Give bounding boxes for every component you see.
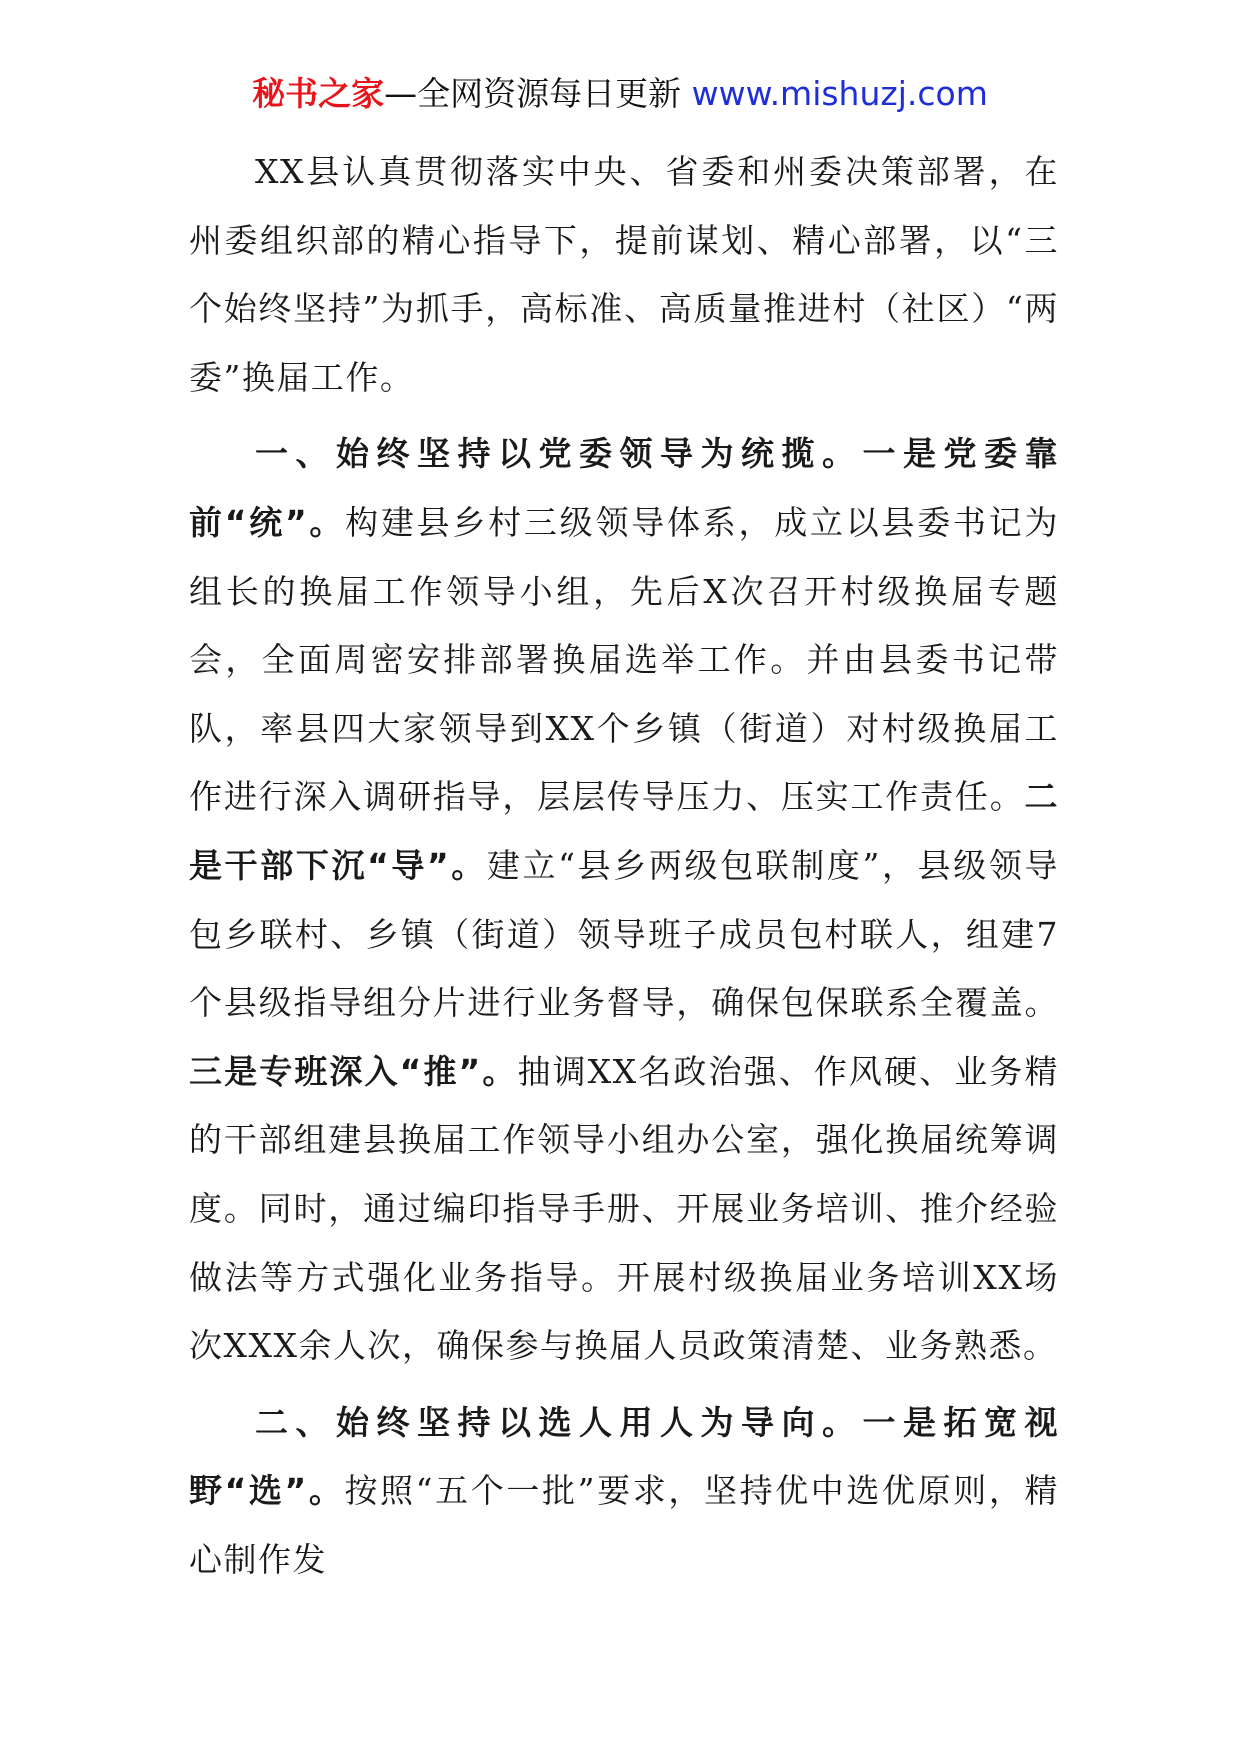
section-1-subheading-2: 二是干部下沉“导”。 xyxy=(189,777,1059,885)
brand-name: 秘书之家 xyxy=(252,74,385,113)
website-link[interactable]: www.mishuzj.com xyxy=(691,74,988,113)
section-1-subheading-3: 三是专班深入“推”。 xyxy=(189,1051,518,1091)
section-1-text-3: 抽调XX名政治强、作风硬、业务精的干部组建县换届工作领导小组办公室，强化换届统筹调度。同时，通过编印指导手册、开展业务培训、推介经验做法等方式强化业务指导。开展村级换届业务培训XX场次XXX余人次，确保参与换届人员政策清楚、业务熟悉。 xyxy=(189,1051,1059,1366)
section-1-text-1: 构建县乡村三级领导体系，成立以县委书记为组长的换届工作领导小组，先后X次召开村级换届专题会，全面周密安排部署换届选举工作。并由县委书记带队，率县四大家领导到XX个乡镇（街道）对村级换届工作进行深入调研指导，层层传导压力、压实工作责任。 xyxy=(189,502,1059,817)
header-slogan: —全网资源每日更新 xyxy=(384,74,692,113)
section-1-heading: 一、始终坚持以党委领导为统揽。一是党委靠前“统”。 xyxy=(189,434,1059,542)
page-header xyxy=(0,72,1240,116)
section-2-heading: 二、始终坚持以选人用人为导向。一是拓宽视野“选”。 xyxy=(189,1402,1059,1511)
section-1-text-2: 建立“县乡两级包联制度”，县级领导包乡联村、乡镇（街道）领导班子成员包村联人，组建7个县级指导组分片进行业务督导，确保包保联系全覆盖。 xyxy=(189,845,1059,1023)
intro-paragraph: XX县认真贯彻落实中央、省委和州委决策部署，在州委组织部的精心指导下，提前谋划、精心部署，以“三个始终坚持”为抓手，高标准、高质量推进村（社区）“两委”换届工作。 xyxy=(189,152,1059,397)
section-2-paragraph xyxy=(189,1389,1059,1595)
section-2-text-1: 按照“五个一批”要求，坚持优中选优原则，精心制作发 xyxy=(189,1471,1059,1579)
document-body xyxy=(189,138,1059,1594)
section-1-paragraph xyxy=(189,420,1059,1380)
